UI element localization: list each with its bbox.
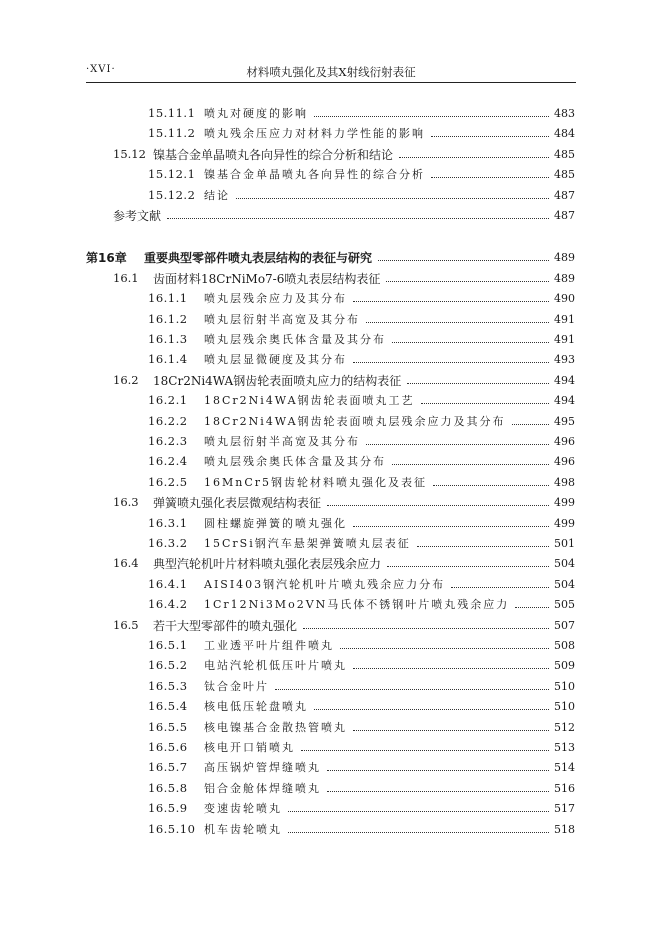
toc-number: 16.2.4 (148, 454, 188, 468)
leader-dots (236, 197, 549, 199)
toc-number: 16.1.2 (148, 312, 188, 326)
leader-dots (303, 627, 549, 629)
toc-title: 圆柱螺旋弹簧的喷丸强化 (204, 517, 347, 530)
leader-dots (366, 321, 549, 323)
toc-page-number: 505 (554, 597, 575, 611)
toc-page-number: 485 (554, 167, 575, 181)
toc-title: 镍基合金单晶喷丸各向异性的综合分析 (204, 168, 425, 181)
toc-chapter[interactable] (86, 247, 575, 267)
toc-page-number: 489 (554, 271, 575, 285)
toc-title: 弹簧喷丸强化表层微观结构表征 (153, 495, 322, 510)
toc-number: 16.1.1 (148, 291, 188, 305)
toc-number: 16.2.1 (148, 393, 188, 407)
toc-section[interactable] (113, 370, 575, 390)
toc-page-number: 498 (554, 475, 575, 489)
toc-subsection[interactable] (148, 655, 575, 675)
toc-subsection[interactable] (148, 103, 575, 123)
toc-subsection[interactable] (148, 635, 575, 655)
toc-subsection[interactable] (148, 329, 575, 349)
toc-title: 喷丸层残余奥氏体含量及其分布 (204, 455, 386, 468)
toc-title: 15CrSi钢汽车悬架弹簧喷丸层表征 (204, 537, 411, 550)
toc-subsection[interactable] (148, 594, 575, 614)
toc-section[interactable] (113, 553, 575, 573)
toc-title: 喷丸对硬度的影响 (204, 107, 308, 120)
toc-number: 16.3 (113, 495, 139, 509)
toc-subsection[interactable] (148, 798, 575, 818)
toc-section[interactable] (113, 492, 575, 512)
toc-page-number: 516 (554, 781, 575, 795)
header-rule (86, 82, 576, 83)
toc-page-number: 510 (554, 699, 575, 713)
toc-number: 16.4 (113, 556, 139, 570)
leader-dots (387, 565, 549, 567)
toc-number: 第16章 (86, 250, 127, 265)
leader-dots (275, 688, 549, 690)
book-title: 材料喷丸强化及其X射线衍射表征 (246, 65, 416, 79)
toc-title: 电站汽轮机低压叶片喷丸 (204, 659, 347, 672)
toc-subsection[interactable] (148, 431, 575, 451)
toc-page-number: 508 (554, 638, 575, 652)
toc-subsection[interactable] (148, 778, 575, 798)
toc-title: 喷丸残余压应力对材料力学性能的影响 (204, 127, 425, 140)
toc-subsection[interactable] (148, 696, 575, 716)
leader-dots (353, 361, 549, 363)
toc-title: 喷丸层残余应力及其分布 (204, 292, 347, 305)
toc-subsection[interactable] (148, 390, 575, 410)
leader-dots (314, 115, 549, 117)
toc-number: 16.2.5 (148, 475, 188, 489)
leader-dots (421, 402, 549, 404)
toc-subsection[interactable] (148, 185, 575, 205)
leader-dots (407, 382, 549, 384)
toc-page-number: 493 (554, 352, 575, 366)
toc-page-number: 483 (554, 106, 575, 120)
leader-dots (288, 810, 549, 812)
toc-number: 16.5.3 (148, 679, 188, 693)
toc-title: 结论 (204, 189, 230, 202)
leader-dots (431, 135, 549, 137)
toc-page-number: 495 (554, 414, 575, 428)
leader-dots (399, 156, 549, 158)
toc-subsection[interactable] (148, 451, 575, 471)
toc-number: 16.4.1 (148, 577, 188, 591)
leader-dots (431, 176, 549, 178)
toc-number: 16.3.2 (148, 536, 188, 550)
toc-title: 机车齿轮喷丸 (204, 823, 282, 836)
toc-page-number: 507 (554, 618, 575, 632)
toc-section[interactable] (113, 268, 575, 288)
toc-page-number: 499 (554, 516, 575, 530)
toc-subsection[interactable] (148, 309, 575, 329)
toc-subsection[interactable] (148, 349, 575, 369)
leader-dots (327, 769, 549, 771)
toc-number: 15.11.1 (148, 106, 196, 120)
toc-page-number: 484 (554, 126, 575, 140)
leader-dots (353, 300, 549, 302)
toc-page-number: 485 (554, 147, 575, 161)
toc-title: 18Cr2Ni4WA钢齿轮表面喷丸层残余应力及其分布 (204, 415, 506, 428)
toc-number: 16.5.10 (148, 822, 196, 836)
toc-subsection[interactable] (148, 737, 575, 757)
toc-subsection[interactable] (148, 513, 575, 533)
toc-page-number: 499 (554, 495, 575, 509)
toc-subsection[interactable] (148, 819, 575, 839)
toc-subsection[interactable] (148, 411, 575, 431)
toc-number: 16.5 (113, 618, 139, 632)
toc-title: 变速齿轮喷丸 (204, 802, 282, 815)
toc-page-number: 504 (554, 577, 575, 591)
toc-page-number: 491 (554, 332, 575, 346)
toc-subsection[interactable] (148, 676, 575, 696)
leader-dots (353, 729, 549, 731)
toc-number: 15.11.2 (148, 126, 196, 140)
toc-page-number: 509 (554, 658, 575, 672)
toc-number: 16.2.2 (148, 414, 188, 428)
toc-number: 16.2 (113, 373, 139, 387)
leader-dots (378, 259, 549, 261)
toc-subsection[interactable] (148, 574, 575, 594)
toc-number: 15.12.2 (148, 188, 196, 202)
running-header (86, 62, 576, 84)
toc-number: 16.1.4 (148, 352, 188, 366)
leader-dots (301, 749, 549, 751)
leader-dots (433, 484, 549, 486)
toc-page-number: 494 (554, 373, 575, 387)
toc-page-number: 496 (554, 434, 575, 448)
toc-subsection[interactable] (148, 757, 575, 777)
toc-title: 重要典型零部件喷丸表层结构的表征与研究 (144, 250, 373, 265)
toc-number: 16.1 (113, 271, 139, 285)
toc-title: 典型汽轮机叶片材料喷丸强化表层残余应力 (153, 556, 382, 571)
toc-page-number: 496 (554, 454, 575, 468)
toc-title: 核电开口销喷丸 (204, 741, 295, 754)
leader-dots (417, 545, 549, 547)
toc-page-number: 513 (554, 740, 575, 754)
toc-page-number: 504 (554, 556, 575, 570)
toc-title: 喷丸层衍射半高宽及其分布 (204, 435, 360, 448)
toc-number: 16.5.9 (148, 801, 188, 815)
toc-page-number: 487 (554, 208, 575, 222)
toc-title: 齿面材料18CrNiMo7-6喷丸表层结构表征 (153, 271, 381, 286)
toc-page-number: 490 (554, 291, 575, 305)
leader-dots (353, 525, 549, 527)
leader-dots (515, 606, 549, 608)
leader-dots (392, 341, 549, 343)
leader-dots (512, 423, 549, 425)
toc-page-number: 489 (554, 250, 575, 264)
toc-subsection[interactable] (148, 164, 575, 184)
toc-section[interactable] (113, 205, 575, 225)
toc-number: 16.5.2 (148, 658, 188, 672)
toc-page-number: 494 (554, 393, 575, 407)
toc-subsection[interactable] (148, 533, 575, 553)
toc-title: 镍基合金单晶喷丸各向异性的综合分析和结论 (153, 147, 394, 162)
leader-dots (327, 504, 549, 506)
toc-title: 核电镍基合金散热管喷丸 (204, 721, 347, 734)
leader-dots (366, 443, 549, 445)
toc-title: 18Cr2Ni4WA钢齿轮表面喷丸工艺 (204, 394, 415, 407)
toc-section[interactable] (113, 144, 575, 164)
page-number: ·XVI· (86, 64, 116, 75)
toc-title: 参考文献 (113, 208, 162, 223)
toc-subsection[interactable] (148, 123, 575, 143)
toc-page-number: 487 (554, 188, 575, 202)
toc-title: 若干大型零部件的喷丸强化 (153, 618, 298, 633)
toc-number: 16.4.2 (148, 597, 188, 611)
leader-dots (451, 586, 549, 588)
toc-subsection[interactable] (148, 472, 575, 492)
toc-number: 16.5.5 (148, 720, 188, 734)
leader-dots (314, 708, 549, 710)
toc-page-number: 518 (554, 822, 575, 836)
toc-title: 钛合金叶片 (204, 680, 269, 693)
toc-number: 15.12 (113, 147, 146, 161)
toc-title: 工业透平叶片组件喷丸 (204, 639, 334, 652)
toc-number: 16.5.1 (148, 638, 188, 652)
toc-page-number: 514 (554, 760, 575, 774)
toc-title: 铝合金舱体焊缝喷丸 (204, 782, 321, 795)
toc-number: 16.1.3 (148, 332, 188, 346)
leader-dots (167, 217, 549, 219)
toc-title: 18Cr2Ni4WA钢齿轮表面喷丸应力的结构表征 (153, 373, 402, 388)
toc-title: 高压锅炉管焊缝喷丸 (204, 761, 321, 774)
toc-subsection[interactable] (148, 717, 575, 737)
toc-title: 喷丸层衍射半高宽及其分布 (204, 313, 360, 326)
toc-page-number: 491 (554, 312, 575, 326)
toc-page-number: 512 (554, 720, 575, 734)
toc-title: 1Cr12Ni3Mo2VN马氏体不锈钢叶片喷丸残余应力 (204, 598, 510, 611)
toc-title: 16MnCr5钢齿轮材料喷丸强化及表征 (204, 476, 428, 489)
toc-number: 16.2.3 (148, 434, 188, 448)
toc-title: AISI403钢汽轮机叶片喷丸残余应力分布 (204, 578, 446, 591)
toc-title: 喷丸层残余奥氏体含量及其分布 (204, 333, 386, 346)
toc-number: 16.3.1 (148, 516, 188, 530)
leader-dots (340, 647, 549, 649)
toc-title: 喷丸层显微硬度及其分布 (204, 353, 347, 366)
toc-section[interactable] (113, 615, 575, 635)
leader-dots (386, 280, 549, 282)
toc-number: 16.5.6 (148, 740, 188, 754)
toc-page-number: 501 (554, 536, 575, 550)
toc-number: 16.5.4 (148, 699, 188, 713)
leader-dots (327, 790, 549, 792)
toc-title: 核电低压轮盘喷丸 (204, 700, 308, 713)
leader-dots (288, 831, 549, 833)
toc-page-number: 517 (554, 801, 575, 815)
toc-page-number: 510 (554, 679, 575, 693)
toc-number: 15.12.1 (148, 167, 196, 181)
leader-dots (392, 463, 549, 465)
toc-subsection[interactable] (148, 288, 575, 308)
toc-number: 16.5.7 (148, 760, 188, 774)
leader-dots (353, 667, 549, 669)
toc-number: 16.5.8 (148, 781, 188, 795)
